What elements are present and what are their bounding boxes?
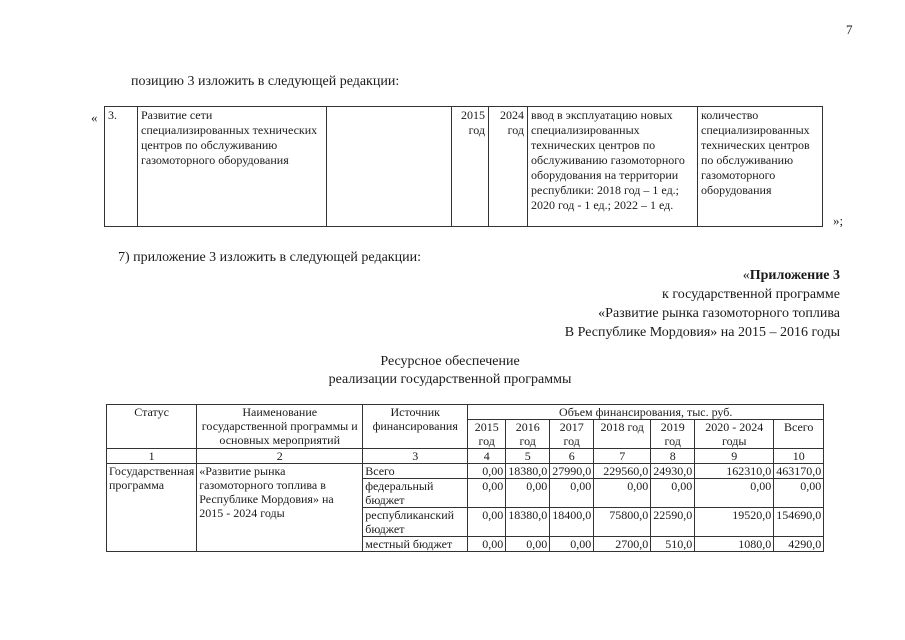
value-cell: 0,00 bbox=[594, 479, 651, 508]
value-cell: 154690,0 bbox=[774, 508, 824, 537]
col-number: 5 bbox=[506, 449, 550, 464]
intro-text-position: позицию 3 изложить в следующей редакции: bbox=[131, 74, 400, 89]
source-cell: Всего bbox=[363, 464, 468, 479]
col-number: 7 bbox=[594, 449, 651, 464]
empty-cell bbox=[327, 107, 452, 227]
col-number: 4 bbox=[468, 449, 506, 464]
appendix-line: В Республике Мордовия» на 2015 – 2016 годы bbox=[564, 325, 840, 340]
table-header-row bbox=[107, 405, 824, 420]
value-cell: 18400,0 bbox=[550, 508, 594, 537]
value-cell: 0,00 bbox=[468, 479, 506, 508]
row-number: 3. bbox=[105, 107, 138, 227]
value-cell: 1080,0 bbox=[695, 537, 774, 552]
header-status: Статус bbox=[107, 405, 197, 449]
value-cell: 463170,0 bbox=[774, 464, 824, 479]
header-year: Всего bbox=[774, 420, 824, 449]
value-cell: 0,00 bbox=[506, 479, 550, 508]
value-cell: 18380,0 bbox=[506, 508, 550, 537]
header-year: 2016 год bbox=[506, 420, 550, 449]
value-cell: 0,00 bbox=[550, 479, 594, 508]
col-number: 10 bbox=[774, 449, 824, 464]
header-name: Наименование государственной программы и основных мероприятий bbox=[197, 405, 363, 449]
value-cell: 19520,0 bbox=[695, 508, 774, 537]
indicator: количество специализированных технических центров по обслуживанию газомоторного оборудования bbox=[698, 107, 823, 227]
year-end: 2024 год bbox=[489, 107, 528, 227]
position-3-table bbox=[104, 106, 823, 227]
program-name-cell: «Развитие рынка газомоторного топлива в Республике Мордовия» на 2015 - 2024 годы bbox=[197, 464, 363, 552]
opening-quote: « bbox=[91, 110, 98, 125]
value-cell: 0,00 bbox=[468, 508, 506, 537]
page-number: 7 bbox=[846, 22, 853, 37]
value-cell: 162310,0 bbox=[695, 464, 774, 479]
source-cell: республиканский бюджет bbox=[363, 508, 468, 537]
value-cell: 0,00 bbox=[506, 537, 550, 552]
value-cell: 75800,0 bbox=[594, 508, 651, 537]
value-cell: 18380,0 bbox=[506, 464, 550, 479]
header-year: 2015 год bbox=[468, 420, 506, 449]
resource-table bbox=[106, 404, 824, 552]
value-cell: 4290,0 bbox=[774, 537, 824, 552]
header-year: 2019 год bbox=[651, 420, 695, 449]
header-year: 2018 год bbox=[594, 420, 651, 449]
value-cell: 229560,0 bbox=[594, 464, 651, 479]
measure-name: Развитие сети специализированных технических центров по обслуживанию газомоторного оборудования bbox=[138, 107, 327, 227]
value-cell: 0,00 bbox=[774, 479, 824, 508]
table-row bbox=[107, 464, 824, 479]
source-cell: федеральный бюджет bbox=[363, 479, 468, 508]
status-cell: Государственная программа bbox=[107, 464, 197, 552]
value-cell: 22590,0 bbox=[651, 508, 695, 537]
header-volume: Объем финансирования, тыс. руб. bbox=[468, 405, 824, 420]
value-cell: 24930,0 bbox=[651, 464, 695, 479]
source-cell: местный бюджет bbox=[363, 537, 468, 552]
year-start: 2015 год bbox=[452, 107, 489, 227]
closing-quote: »; bbox=[833, 213, 844, 228]
col-number: 8 bbox=[651, 449, 695, 464]
value-cell: 0,00 bbox=[468, 464, 506, 479]
header-year: 2020 - 2024 годы bbox=[695, 420, 774, 449]
col-number: 2 bbox=[197, 449, 363, 464]
value-cell: 510,0 bbox=[651, 537, 695, 552]
value-cell: 27990,0 bbox=[550, 464, 594, 479]
table-row bbox=[105, 107, 823, 227]
value-cell: 2700,0 bbox=[594, 537, 651, 552]
intro-text-appendix: 7) приложение 3 изложить в следующей редакции: bbox=[118, 250, 421, 265]
col-number: 1 bbox=[107, 449, 197, 464]
col-number: 3 bbox=[363, 449, 468, 464]
col-number: 9 bbox=[695, 449, 774, 464]
appendix-line: к государственной программе bbox=[662, 287, 840, 302]
value-cell: 0,00 bbox=[468, 537, 506, 552]
column-number-row bbox=[107, 449, 824, 464]
appendix-line: «Развитие рынка газомоторного топлива bbox=[598, 306, 840, 321]
resource-title: Ресурсное обеспечение реализации государственной программы bbox=[328, 354, 572, 387]
value-cell: 0,00 bbox=[695, 479, 774, 508]
value-cell: 0,00 bbox=[550, 537, 594, 552]
header-year: 2017 год bbox=[550, 420, 594, 449]
col-number: 6 bbox=[550, 449, 594, 464]
appendix-heading bbox=[520, 266, 840, 342]
appendix-title: «Приложение 3 bbox=[742, 268, 840, 283]
header-source: Источник финансирования bbox=[363, 405, 468, 449]
expected-result: ввод в эксплуатацию новых специализированных технических центров по обслуживанию газомоторного оборудования на территории республики: 2018 год – 1 ед.; 2020 год - 1 ед.; 2022 – 1 ед. bbox=[528, 107, 698, 227]
value-cell: 0,00 bbox=[651, 479, 695, 508]
